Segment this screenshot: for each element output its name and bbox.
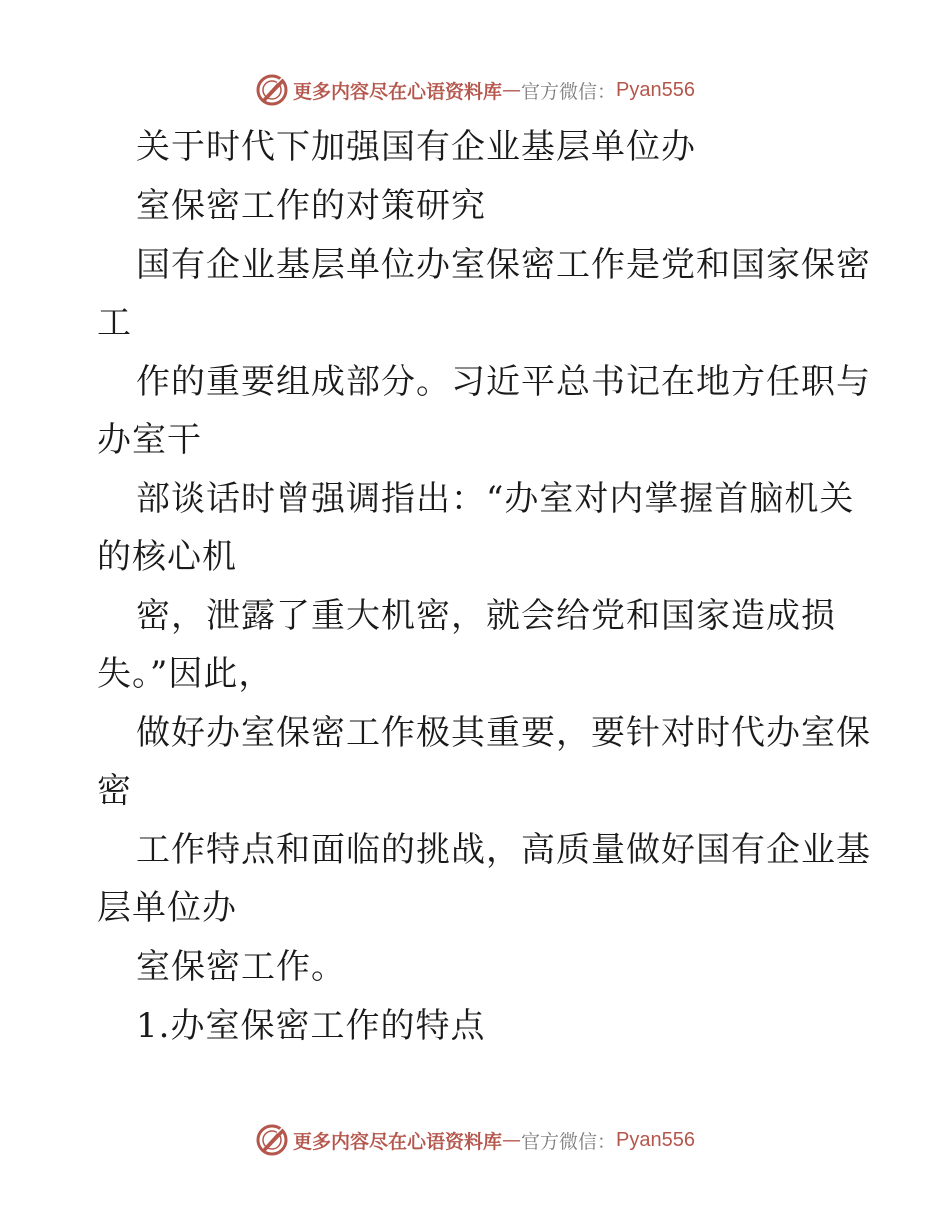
paragraph-line: 国有企业基层单位办室保密工作是党和国家保密: [136, 245, 871, 285]
banner-wechat-id: Pyan556: [616, 78, 695, 101]
paragraph-line: 室保密工作。: [136, 947, 346, 987]
banner-wechat-label: 官方微信：: [521, 80, 617, 103]
footer-banner: [0, 1120, 950, 1160]
paragraph-line: 密: [97, 771, 132, 811]
quill-seal-icon: [255, 73, 289, 107]
banner-wechat-label: 官方微信：: [521, 1130, 617, 1153]
paragraph-line: 做好办室保密工作极其重要，要针对时代办室保: [136, 713, 871, 753]
paragraph-line: 密，泄露了重大机密，就会给党和国家造成损: [136, 596, 836, 636]
document-title-line: 关于时代下加强国有企业基层单位办: [136, 127, 696, 167]
banner-wechat-id: Pyan556: [616, 1128, 695, 1151]
header-banner: [0, 70, 950, 110]
paragraph-line: 工: [97, 303, 132, 343]
paragraph-line: 层单位办: [97, 888, 237, 928]
section-heading: 1.办室保密工作的特点: [136, 1006, 486, 1046]
banner-text: 更多内容尽在心语资料库: [293, 1130, 503, 1153]
banner-separator: —: [502, 79, 522, 101]
paragraph-line: 失。”因此，: [97, 654, 274, 694]
document-title-line: 室保密工作的对策研究: [136, 186, 486, 226]
paragraph-line: 的核心机: [97, 537, 237, 577]
paragraph-line: 作的重要组成部分。习近平总书记在地方任职与: [136, 362, 871, 402]
banner-text: 更多内容尽在心语资料库: [293, 80, 503, 103]
banner-separator: —: [502, 1129, 522, 1151]
paragraph-line: 工作特点和面临的挑战，高质量做好国有企业基: [136, 830, 871, 870]
paragraph-line: 部谈话时曾强调指出：“办室对内掌握首脑机关: [136, 479, 855, 519]
paragraph-line: 办室干: [97, 420, 202, 460]
quill-seal-icon: [255, 1123, 289, 1157]
